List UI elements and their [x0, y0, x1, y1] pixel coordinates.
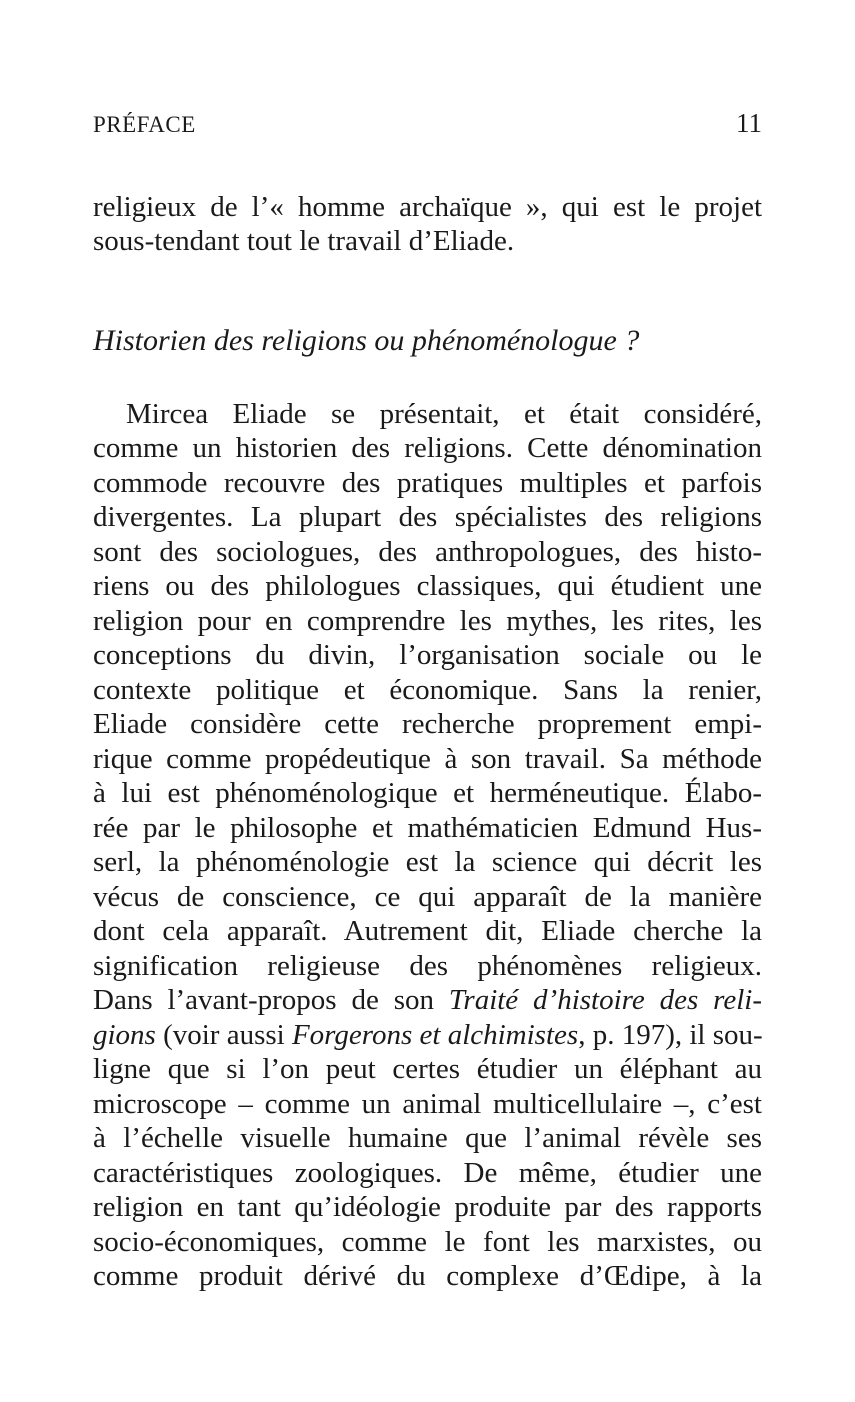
text-line: riens ou des philologues classiques, qui étudient une [93, 570, 762, 602]
text-line: signification religieuse des phénomènes religieux. [93, 950, 762, 982]
text-line: socio-économiques, comme le font les marxistes, ou [93, 1226, 762, 1258]
text-run: , p. 197), il sou- [578, 1019, 763, 1051]
text-line: religion pour en comprendre les mythes, les rites, les [93, 605, 762, 637]
book-title: gions [93, 1019, 156, 1051]
text-line: à lui est phénoménologique et herméneutique. Élabo- [93, 777, 762, 809]
text-line: conceptions du divin, l’organisation sociale ou le [93, 639, 762, 671]
running-head: PRÉFACE [93, 112, 196, 137]
text-run: (voir aussi [155, 1019, 292, 1051]
text-line: Eliade considère cette recherche proprement empi- [93, 708, 762, 740]
text-line: microscope – comme un animal multicellulaire –, c’est [93, 1088, 762, 1120]
text-line: sont des sociologues, des anthropologues, des histo- [93, 536, 762, 568]
text-line: religieux de l’« homme archaïque », qui est le projet [93, 191, 762, 223]
page-header [93, 108, 762, 146]
text-line [93, 1018, 762, 1052]
text-line: vécus de conscience, ce qui apparaît de la manière [93, 881, 762, 913]
text-line: commode recouvre des pratiques multiples et parfois [93, 467, 762, 499]
text-line: comme produit dérivé du complexe d’Œdipe, à la [93, 1260, 762, 1292]
text-line: contexte politique et économique. Sans la renier, [93, 674, 762, 706]
text-line: dont cela apparaît. Autrement dit, Eliade cherche la [93, 915, 762, 947]
text-line: comme un historien des religions. Cette dénomination [93, 432, 762, 464]
text-line: rée par le philosophe et mathématicien Edmund Hus- [93, 812, 762, 844]
page-number: 11 [736, 108, 762, 138]
text-line: rique comme propédeutique à son travail. Sa méthode [93, 743, 762, 775]
text-line: caractéristiques zoologiques. De même, étudier une [93, 1157, 762, 1189]
text-line: divergentes. La plupart des spécialistes des religions [93, 501, 762, 533]
book-title: Forgerons et alchimistes [291, 1019, 579, 1051]
text-line: Mircea Eliade se présentait, et était considéré, [126, 398, 762, 430]
text-line: sous-tendant tout le travail d’Eliade. [93, 225, 515, 257]
text-line: ligne que si l’on peut certes étudier un éléphant au [93, 1053, 762, 1085]
text-line [93, 983, 762, 1017]
text-run: Dans l’avant-propos de son [93, 984, 449, 1016]
book-title: Traité d’histoire des reli- [448, 984, 762, 1016]
text-line: à l’échelle visuelle humaine que l’animal révèle ses [93, 1122, 762, 1154]
section-heading: Historien des religions ou phénoménologue ? [93, 324, 640, 357]
text-line: serl, la phénoménologie est la science qui décrit les [93, 846, 762, 878]
text-line: religion en tant qu’idéologie produite par des rapports [93, 1191, 762, 1223]
